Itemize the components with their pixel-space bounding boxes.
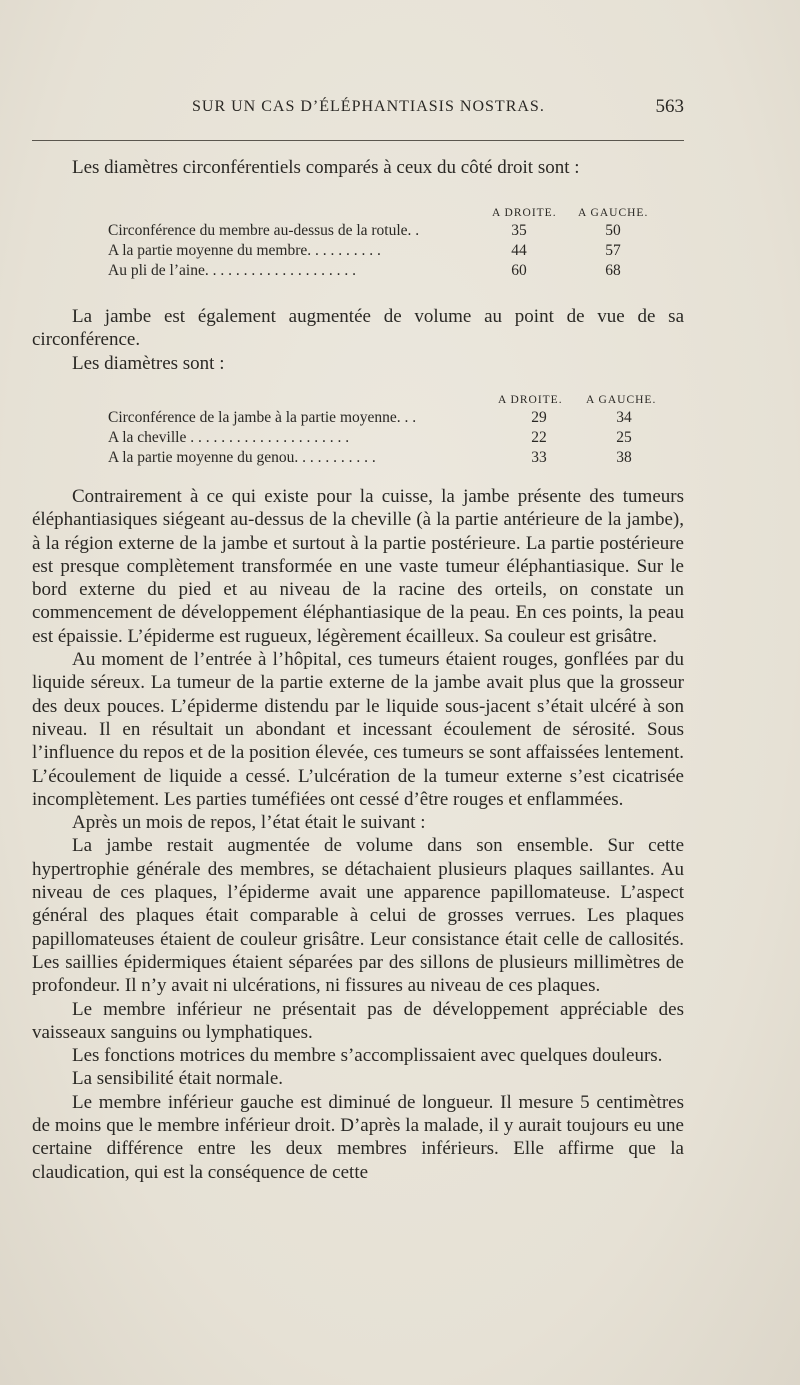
paragraph: Le membre inférieur ne présentait pas de développement appréciable des vaisseaux sanguins ou lymphatiques. xyxy=(32,998,684,1043)
value-left: 68 xyxy=(605,262,621,279)
body-text xyxy=(32,485,684,1184)
paragraph-jambe xyxy=(32,305,684,375)
column-header-right: A DROITE. xyxy=(498,394,563,406)
row-label: Au pli de l’aine. . . . . . . . . . . . . . . . . . . . xyxy=(108,262,356,279)
value-left: 34 xyxy=(616,409,632,426)
value-right: 60 xyxy=(511,262,527,279)
row-label: A la partie moyenne du genou. . . . . . . . . . . xyxy=(108,449,376,466)
paragraph: Au moment de l’entrée à l’hôpital, ces tumeurs étaient rouges, gonflées par du liquide séreux. La tumeur de la partie externe de la jambe avait plus que la grosseur des deux pouces. L’épiderme distendu par le liquide sous-jacent s’était ulcéré à son niveau. Il en résultait un abondant et incessant écoulement de sérosité. Sous l’influence du repos et de la position élevée, ces tumeurs se sont affaissées lentement. L’écoulement de liquide a cessé. L’ulcération de la tumeur externe s’est cicatrisée incomplètement. Les parties tuméfiées ont cessé d’être rouges et enflammées. xyxy=(32,649,684,810)
column-header-right: A DROITE. xyxy=(492,207,557,219)
column-header-left: A GAUCHE. xyxy=(578,207,649,219)
page-number: 563 xyxy=(655,96,684,117)
paragraph: Les diamètres sont : xyxy=(72,352,225,374)
value-right: 29 xyxy=(531,409,547,426)
intro-paragraph-1 xyxy=(32,156,684,179)
value-left: 25 xyxy=(616,429,632,446)
value-left: 57 xyxy=(605,242,621,259)
row-label: Circonférence du membre au-dessus de la rotule. . xyxy=(108,222,420,239)
row-label: Circonférence de la jambe à la partie moyenne. . . xyxy=(108,409,417,426)
value-right: 44 xyxy=(511,242,527,259)
value-left: 50 xyxy=(605,222,621,239)
running-title: SUR UN CAS D’ÉLÉPHANTIASIS NOSTRAS. xyxy=(192,98,545,115)
row-label: A la cheville . . . . . . . . . . . . . . . . . . . . . xyxy=(108,429,350,446)
row-label: A la partie moyenne du membre. . . . . . . . . . xyxy=(108,242,381,259)
value-right: 35 xyxy=(511,222,527,239)
paragraph: La jambe est également augmentée de volume au point de vue de sa circonférence. xyxy=(32,306,684,351)
running-head xyxy=(32,96,684,120)
paragraph: Le membre inférieur gauche est diminué de longueur. Il mesure 5 centimètres de moins que le membre inférieur droit. D’après la malade, il y aurait toujours eu une certaine différence entre les deux membres inférieurs. Elle affirme que la claudication, qui est la conséquence de cette xyxy=(32,1091,684,1183)
value-right: 33 xyxy=(531,449,547,466)
value-left: 38 xyxy=(616,449,632,466)
value-right: 22 xyxy=(531,429,547,446)
paragraph: La sensibilité était normale. xyxy=(72,1068,284,1090)
paragraph: La jambe restait augmentée de volume dans son ensemble. Sur cette hypertrophie générale des membres, se détachaient plusieurs plaques saillantes. Au niveau de ces plaques, l’épiderme avait une apparence papillomateuse. L’aspect général des plaques était comparable à celui de grosses verrues. Les plaques papillomateuses étaient de couleur grisâtre. Leur consistance était celle de callosités. Les saillies épidermiques étaient séparées par des sillons de plusieurs millimètres de profondeur. Il n’y avait ni ulcérations, ni fissures au niveau de ces plaques. xyxy=(32,835,684,997)
paragraph: Après un mois de repos, l’état était le suivant : xyxy=(72,812,426,834)
paragraph: Contrairement à ce qui existe pour la cuisse, la jambe présente des tumeurs éléphantiasiques siégeant au-dessus de la cheville (à la partie antérieure de la jambe), à la région externe de la jambe et surtout à la partie postérieure. La partie postérieure est presque complètement transformée en une vaste tumeur éléphantiasique. Sur le bord externe du pied et au niveau de la racine des orteils, on constate un commencement de développement éléphantiasique de la peau. En ces points, la peau est épaissie. L’épiderme est rugueux, légèrement écailleux. Sa couleur est grisâtre. xyxy=(32,486,684,647)
paragraph: Les diamètres circonférentiels comparés à ceux du côté droit sont : xyxy=(72,157,580,178)
column-header-left: A GAUCHE. xyxy=(586,394,657,406)
header-rule xyxy=(32,140,684,141)
paragraph: Les fonctions motrices du membre s’accomplissaient avec quelques douleurs. xyxy=(72,1045,663,1067)
